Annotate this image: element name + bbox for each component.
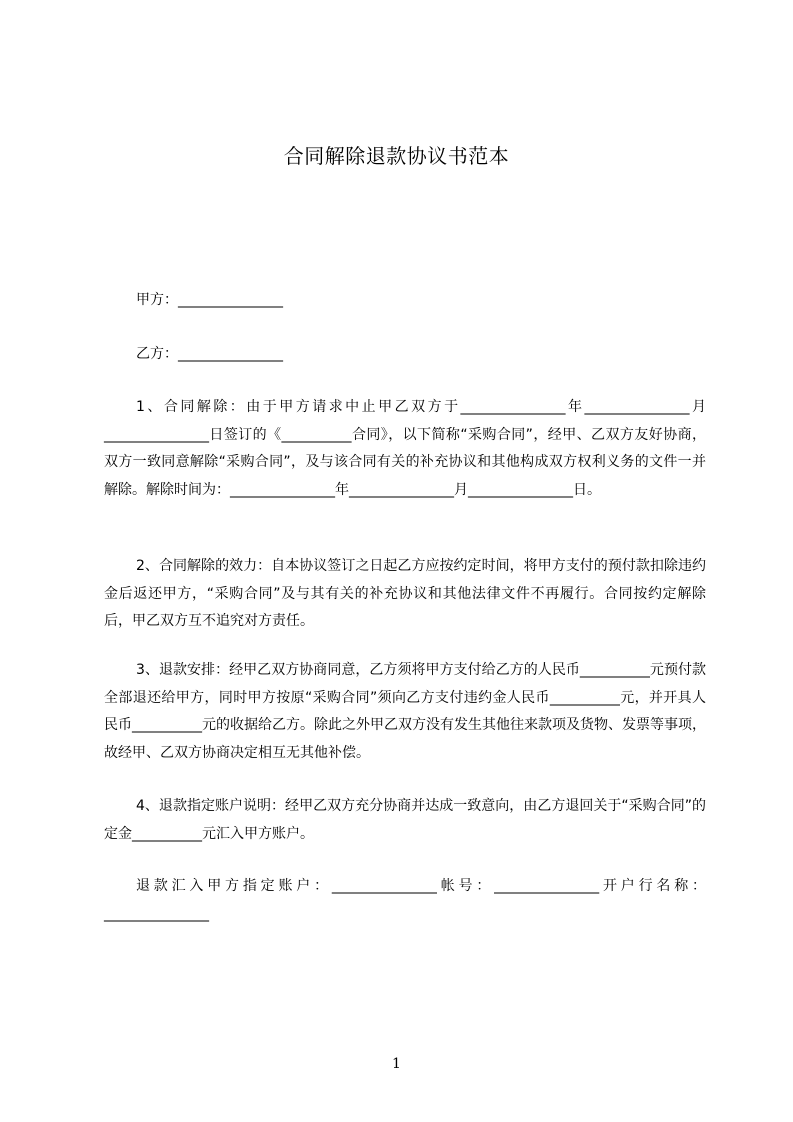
clause-refund-arrangement: 3、退款安排：经甲乙双方协商同意，乙方须将甲方支付给乙方的人民币__________元预付款全部退还给甲方，同时甲方按原“采购合同”须向乙方支付违约金人民币__________元，并开具人民币__________元的收据给乙方。除此之外甲乙双方没有发生其他往来款项及货物、发票等事项，故经甲、乙双方协商决定相互无其他补偿。: [104, 662, 706, 761]
party-a-line: 甲方：_______________: [136, 292, 283, 308]
document-title: 合同解除退款协议书范本: [283, 144, 510, 168]
refund-account-details: 退款汇入甲方指定账户：_______________帐号：_______________开户行名称：_______________: [104, 878, 706, 922]
page-number: 1: [392, 1056, 401, 1072]
clause-termination-effect: 2、合同解除的效力：自本协议签订之日起乙方应按约定时间，将甲方支付的预付款扣除违约金后返还甲方，“采购合同”及与其有关的补充协议和其他法律文件不再履行。合同按约定解除后，甲乙双方互不追究对方责任。: [104, 558, 706, 629]
party-b-line: 乙方：_______________: [136, 346, 283, 362]
clause-contract-termination: 1、合同解除：由于甲方请求中止甲乙双方于_______________年_______________月_______________日签订的《__________合同》，以下简称“采购合同”，经甲、乙双方友好协商，双方一致同意解除“采购合同”，及与该合同有关的补充协议和其他构成双方权利义务的文件一并解除。解除时间为：_______________年_______________月_______________日。: [104, 399, 706, 498]
clause-refund-account: 4、退款指定账户说明：经甲乙双方充分协商并达成一致意向，由乙方退回关于“采购合同”的定金__________元汇入甲方账户。: [104, 798, 706, 842]
